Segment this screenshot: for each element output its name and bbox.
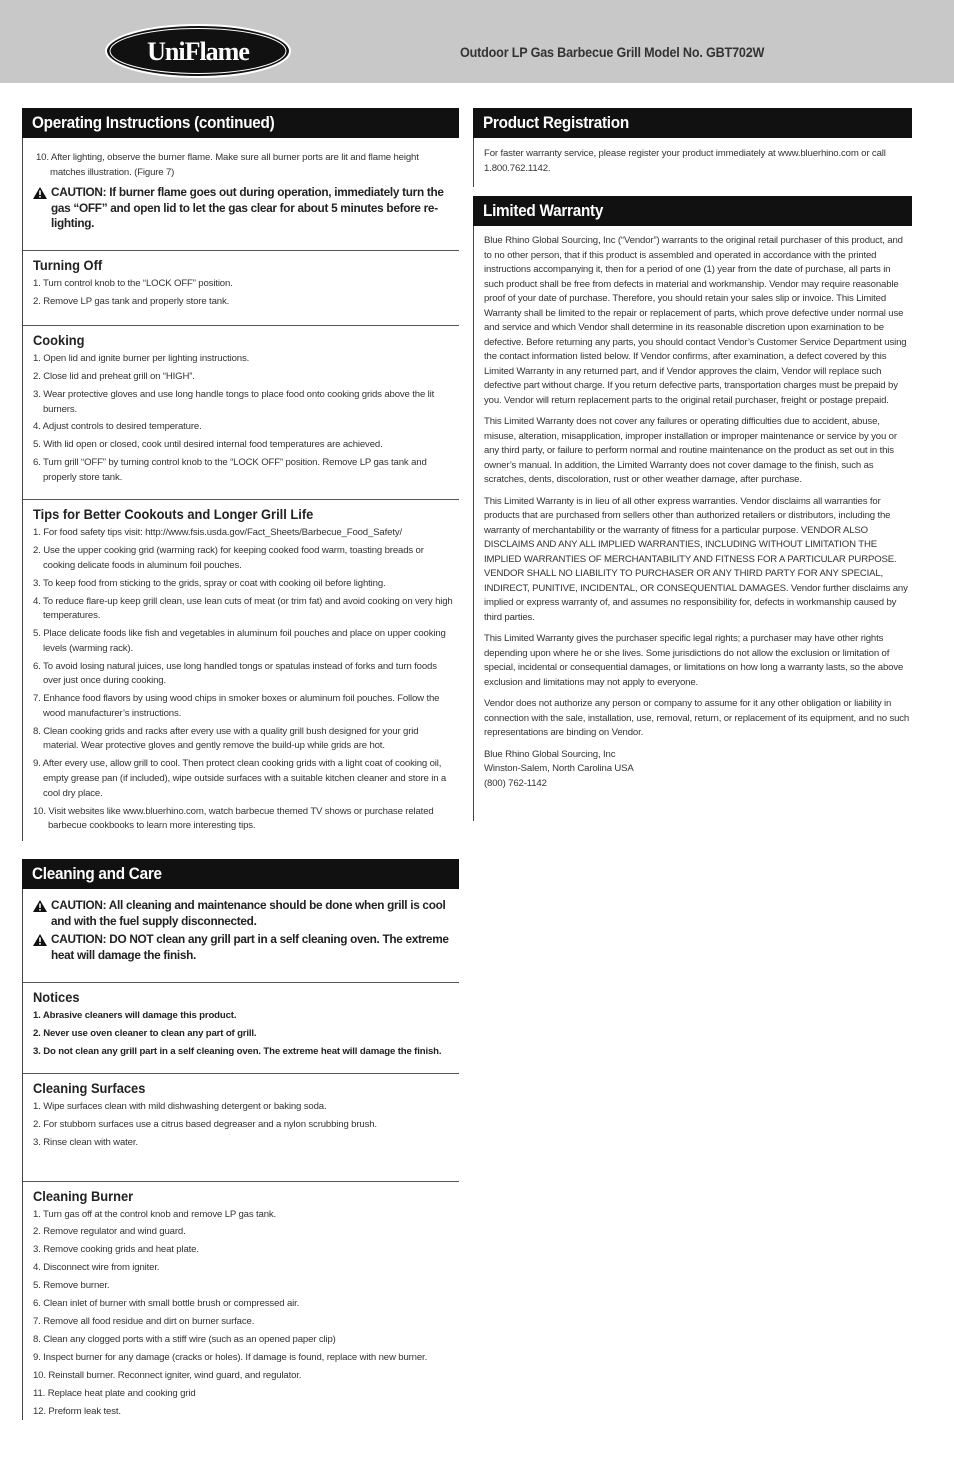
cooking-section (22, 325, 459, 499)
right-column (473, 108, 912, 821)
list-item: 12. Preform leak test. (33, 1406, 121, 1418)
list-item: 2. For stubborn surfaces use a citrus based degreaser and a nylon scrubbing brush. (33, 1118, 377, 1130)
list-item: 2. Remove regulator and wind guard. (33, 1226, 186, 1238)
surfaces-heading: Cleaning Surfaces (33, 1079, 146, 1096)
caution-text: CAUTION: If burner flame goes out during operation, immediately turn the gas “OFF” and open lid to let the gas clear for about 5 minutes before re-lighting. (23, 185, 459, 232)
list-item: 8. Clean any clogged ports with a stiff wire (such as an opened paper clip) (33, 1334, 336, 1346)
list-item: 11. Replace heat plate and cooking grid (33, 1388, 196, 1400)
list-item: 1. Open lid and ignite burner per lighting instructions. (33, 352, 250, 364)
list-item: 6. To avoid losing natural juices, use long handled tongs or spatulas instead of forks and turn foods over just once during cooking. (33, 660, 437, 687)
warranty-heading: Limited Warranty (473, 196, 912, 226)
list-item: 1. Abrasive cleaners will damage this product. (33, 1009, 237, 1021)
list-item: 6. Turn grill “OFF” by turning control knob to the “LOCK OFF” position. Remove LP gas tank and properly store tank. (33, 457, 427, 484)
warranty-paragraph: This Limited Warranty gives the purchaser specific legal rights; a purchaser may have other rights depending upon where he or she lives. Some jurisdictions do not allow the exclusion or limitation of special, incidental or consequential damages, or limitations on how long a warranty lasts, so the above exclusion and limitations may not apply to everyone. (484, 633, 904, 688)
svg-text:UniFlame: UniFlame (147, 37, 249, 66)
burner-section (22, 1181, 459, 1420)
list-item: 7. Enhance food flavors by using wood chips in smoker boxes or aluminum foil pouches. Follow the wood manufacturer’s instructions. (33, 693, 440, 719)
list-item: 1. Turn gas off at the control knob and remove LP gas tank. (33, 1208, 277, 1220)
turning-off-section (22, 250, 459, 325)
list-item: 4. Disconnect wire from igniter. (33, 1262, 160, 1274)
tips-section (22, 499, 459, 841)
tips-heading: Tips for Better Cookouts and Longer Grill Life (33, 506, 314, 523)
list-item: 3. Wear protective gloves and use long handle tongs to place food onto cooking grids above the lit burners. (33, 388, 435, 415)
warranty-section (473, 226, 912, 821)
list-item: 2. Close lid and preheat grill on “HIGH”. (33, 370, 195, 382)
warranty-paragraph: Blue Rhino Global Sourcing, Inc (“Vendor”) warrants to the original retail purchaser of this product, and to no other person, that if this product is assembled and operated in accordance with the printed instructions accompanying it, then for a period of one (1) year from the date of purchase, all parts in such product shall be free from defects in material and workmanship. Vendor may require reasonable proof of your date of purchase. Therefore, you should retain your sales slip or invoice. This Limited Warranty shall be limited to the repair or replacement of parts, which prove defective under normal use and service and which Vendor shall determine in its reasonable discretion upon examination to be defective. Before returning any parts, you should contact Vendor’s Customer Service Department using the contact information listed below. If Vendor confirms, after examination, a defect covered by this Limited Warranty in any returned part, and if Vendor approves the claim, Vendor will replace such defective part without charge. If you return defective parts, transportation charges must be prepaid by you. Vendor will return replacement parts to the original retail purchaser, freight or postage prepaid. (484, 235, 907, 406)
list-item: 4. Adjust controls to desired temperature. (33, 421, 202, 433)
warranty-paragraph: Vendor does not authorize any person or company to assume for it any other obligation or liability in connection with the sale, installation, use, removal, return, or replacement of its equipment, and no such representations are binding on Vendor. (484, 698, 910, 738)
list-item: 9. Inspect burner for any damage (cracks or holes). If damage is found, replace with new burner. (33, 1352, 428, 1364)
list-item: 2. Use the upper cooking grid (warming rack) for keeping cooked food warm, toasting breads or cooking delicate foods in aluminum foil pouches. (33, 545, 424, 571)
vendor-address (474, 748, 912, 792)
list-item: 1. Wipe surfaces clean with mild dishwashing detergent or baking soda. (33, 1100, 327, 1112)
list-item: 9. After every use, allow grill to cool. Then protect clean cooking grids with a light coat of cooking oil, empty grease pan (if included), wipe outside surfaces with a suitable kitchen cleaner and store in a cool dry place. (33, 758, 447, 799)
list-item: 3. To keep food from sticking to the grids, spray or coat with cooking oil before lighting. (33, 577, 386, 589)
list-item: 3. Remove cooking grids and heat plate. (33, 1244, 199, 1256)
list-item: 2. Remove LP gas tank and properly store tank. (33, 295, 230, 307)
list-item: 10. Visit websites like www.bluerhino.com, watch barbecue themed TV shows or purchase related barbecue cookbooks to learn more interesting tips. (33, 805, 434, 832)
operating-section (22, 138, 459, 250)
list-item: 6. Clean inlet of burner with small bottle brush or compressed air. (33, 1298, 300, 1310)
notices-heading: Notices (33, 988, 80, 1005)
document-title: Outdoor LP Gas Barbecue Grill Model No. GBT702W (460, 44, 765, 60)
list-item: 4. To reduce flare-up keep grill clean, use lean cuts of meat (or trim fat) and avoid cooking on very high temperatures. (33, 595, 453, 622)
registration-text: For faster warranty service, please register your product immediately at www.bluerhino.com or call 1.800.762.1142. (484, 148, 886, 174)
list-item: 5. Place delicate foods like fish and vegetables in aluminum foil pouches and place on upper cooking levels (warming rack). (33, 628, 446, 654)
warranty-paragraph: This Limited Warranty does not cover any failures or operating difficulties due to accident, abuse, misuse, alteration, misapplication, improper installation or improper maintenance or service by you or any third party, or failure to perform normal and routine maintenance on the product as set out in this owner’s manual. In addition, the Limited Warranty does not cover damage to the finish, such as scratches, dents, discoloration, rust or other weather damage, after purchase. (484, 416, 897, 485)
address-line: Winston-Salem, North Carolina USA (484, 763, 634, 774)
list-item: 2. Never use oven cleaner to clean any part of grill. (33, 1027, 257, 1039)
cooking-heading: Cooking (33, 331, 85, 348)
list-item: 5. Remove burner. (33, 1280, 110, 1292)
warning-icon (33, 934, 47, 946)
turning-off-heading: Turning Off (33, 256, 103, 273)
list-item: 8. Clean cooking grids and racks after every use with a quality grill bush designed for your grid material. Wear protective gloves and gently remove the build-up while grids are hot. (33, 725, 419, 752)
list-item: 7. Remove all food residue and dirt on burner surface. (33, 1316, 255, 1328)
list-item: 10. After lighting, observe the burner flame. Make sure all burner ports are lit and flame height matches illustration. (Figure 7) (36, 152, 419, 178)
warranty-paragraph: This Limited Warranty is in lieu of all other express warranties. Vendor disclaims all warranties for products that are purchased from sellers other than authorized retailers or distributors, including the warranty of merchantability or the warranty of fitness for a particular purpose. VENDOR ALSO DISCLAIMS AND ANY ALL IMPLIED WARRANTIES, INCLUDING WITHOUT LIMITATION THE IMPLIED WARRANTIES OF MERCHANTABILITY AND FITNESS FOR A PARTICULAR PURPOSE. VENDOR SHALL NO LIABILITY TO PURCHASER OR ANY THIRD PARTY FOR ANY SPECIAL, INDIRECT, PUNITIVE, INCIDENTAL, OR CONSEQUENTIAL DAMAGES. Vendor further disclaims any implied or express warranty of, and assumes no responsibility for, defects in workmanship caused by third parties. (484, 495, 908, 623)
warning-icon (33, 187, 47, 199)
list-item: 1. For food safety tips visit: http://www.fsis.usda.gov/Fact_Sheets/Barbecue_Food_Safety/ (33, 527, 402, 539)
list-item: 3. Rinse clean with water. (33, 1136, 138, 1148)
address-line: Blue Rhino Global Sourcing, Inc (484, 748, 616, 760)
list-item: 10. Reinstall burner. Reconnect igniter, wind guard, and regulator. (33, 1370, 302, 1382)
burner-heading: Cleaning Burner (33, 1187, 134, 1204)
surfaces-section (22, 1073, 459, 1181)
warning-icon (33, 900, 47, 912)
registration-section (473, 138, 912, 187)
caution-text: CAUTION: DO NOT clean any grill part in a self cleaning oven. The extreme heat will damage the finish. (23, 932, 459, 963)
list-item: 1. Turn control knob to the “LOCK OFF” position. (33, 277, 233, 289)
address-line: (800) 762-1142 (484, 777, 547, 789)
list-item: 3. Do not clean any grill part in a self cleaning oven. The extreme heat will damage the finish. (33, 1045, 442, 1057)
caution-text: CAUTION: All cleaning and maintenance should be done when grill is cool and with the fuel supply disconnected. (23, 898, 459, 929)
uniflame-logo (104, 23, 292, 79)
cleaning-section (22, 889, 459, 981)
operating-heading: Operating Instructions (continued) (22, 108, 459, 138)
cleaning-heading: Cleaning and Care (22, 859, 459, 889)
notices-section (22, 982, 459, 1073)
header-bar (0, 0, 954, 83)
list-item: 5. With lid open or closed, cook until desired internal food temperatures are achieved. (33, 439, 383, 451)
left-column (22, 108, 459, 1423)
registration-heading: Product Registration (473, 108, 912, 138)
